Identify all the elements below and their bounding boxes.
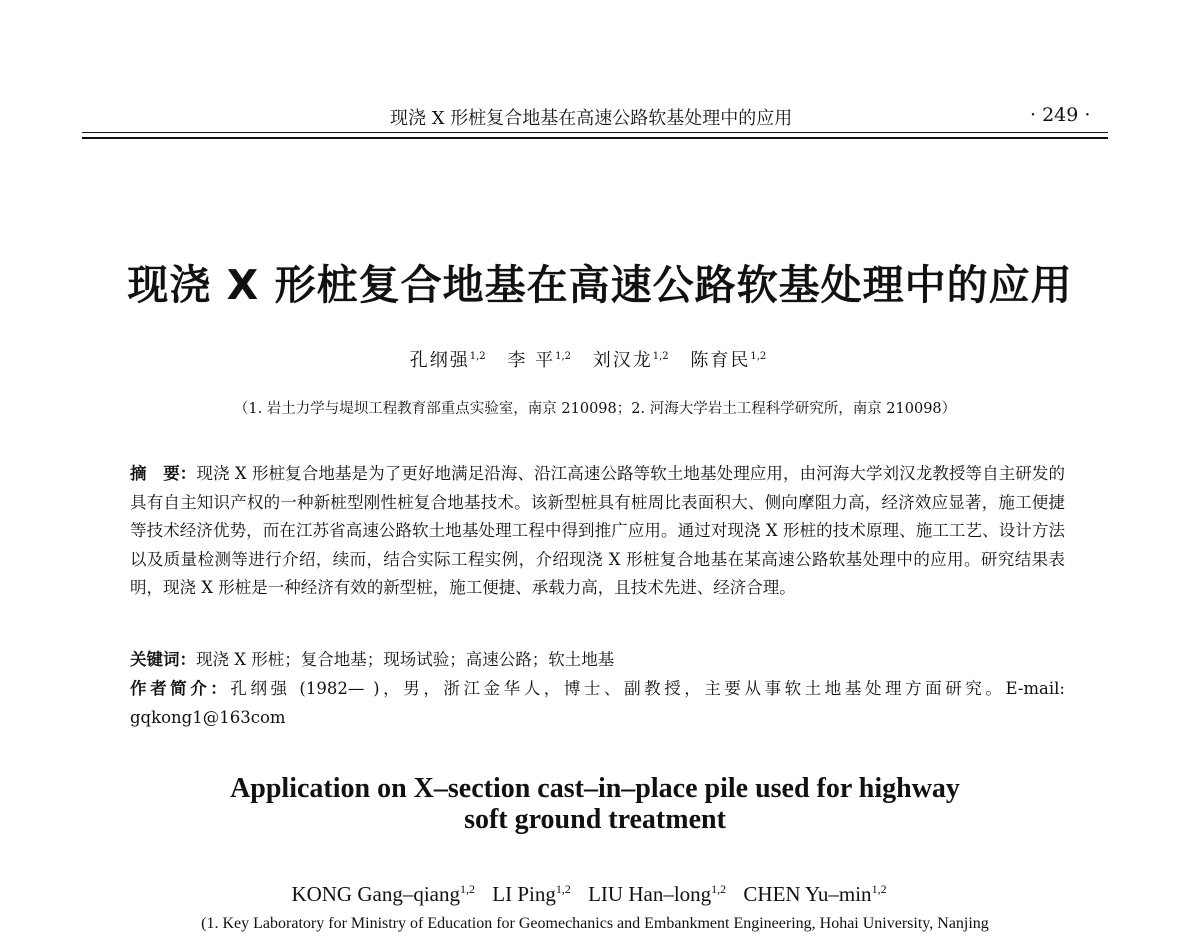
- keywords-label: 关键词：: [130, 650, 196, 669]
- abstract: [130, 460, 1065, 603]
- english-title-line-1: Application on X–section cast–in–place pile used for highway: [230, 773, 960, 804]
- header-rule-thin: [82, 132, 1108, 133]
- english-author-affil-mark: 1,2: [711, 882, 727, 896]
- page-number: · 249 ·: [1030, 104, 1091, 126]
- author-name: 孔纲强: [409, 350, 470, 371]
- english-title: [0, 773, 1190, 835]
- abstract-text: 现浇 X 形桩复合地基是为了更好地满足沿海、沿江高速公路等软土地基处理应用，由河海大学刘汉龙教授等自主研发的具有自主知识产权的一种新桩型刚性桩复合地基技术。该新型桩具有桩周比表面积大、侧向摩阻力高，经济效应显著，施工便捷等技术经济优势，而在江苏省高速公路软土地基处理工程中得到推广应用。通过对现浇 X 形桩的技术原理、施工工艺、设计方法以及质量检测等进行介绍，续而，结合实际工程实例，介绍现浇 X 形桩复合地基在某高速公路软基处理中的应用。研究结果表明，现浇 X 形桩是一种经济有效的新型桩，施工便捷、承载力高，且技术先进、经济合理。: [130, 464, 1065, 597]
- english-author-name: LI Ping: [492, 882, 556, 906]
- author-affil-mark: 1,2: [750, 351, 767, 362]
- english-author-affil-mark: 1,2: [460, 882, 475, 896]
- paper-title: 现浇 X 形桩复合地基在高速公路软基处理中的应用: [127, 261, 1073, 309]
- english-authors: [0, 882, 1190, 907]
- english-author-name: KONG Gang–qiang: [291, 882, 460, 906]
- author-name: 刘汉龙: [592, 350, 653, 371]
- affiliation-cn: （1. 岩土力学与堤坝工程教育部重点实验室，南京 210098；2. 河海大学岩土工程科学研究所，南京 210098）: [233, 401, 957, 417]
- author-name: 陈育民: [690, 350, 751, 371]
- header-rule-thick: [82, 137, 1108, 139]
- authors-cn: [0, 346, 1190, 372]
- english-author-affil-mark: 1,2: [555, 882, 571, 896]
- running-header-title: 现浇 X 形桩复合地基在高速公路软基处理中的应用: [390, 108, 793, 129]
- author-intro-label: 作者简介：: [130, 679, 231, 698]
- english-author-name: CHEN Yu–min: [743, 882, 872, 906]
- author-intro: [130, 675, 1065, 732]
- author-affil-mark: 1,2: [555, 351, 571, 362]
- english-affiliation: (1. Key Laboratory for Ministry of Education for Geomechanics and Embankment Engineering, Hohai University, Nanjing: [201, 915, 989, 932]
- abstract-label: 摘 要：: [130, 464, 197, 483]
- english-title-line-2: soft ground treatment: [464, 804, 726, 835]
- english-author-name: LIU Han–long: [588, 882, 712, 906]
- author-name: 李 平: [507, 350, 556, 371]
- author-intro-text: 孔纲强 (1982— )，男，浙江金华人，博士、副教授，主要从事软土地基处理方面研究。E-mail: gqkong1@163com: [130, 679, 1065, 727]
- keywords-text: 现浇 X 形桩；复合地基；现场试验；高速公路；软土地基: [196, 650, 615, 669]
- author-affil-mark: 1,2: [469, 351, 486, 362]
- english-author-affil-mark: 1,2: [871, 882, 887, 896]
- author-affil-mark: 1,2: [652, 351, 669, 362]
- keywords: [130, 646, 1065, 675]
